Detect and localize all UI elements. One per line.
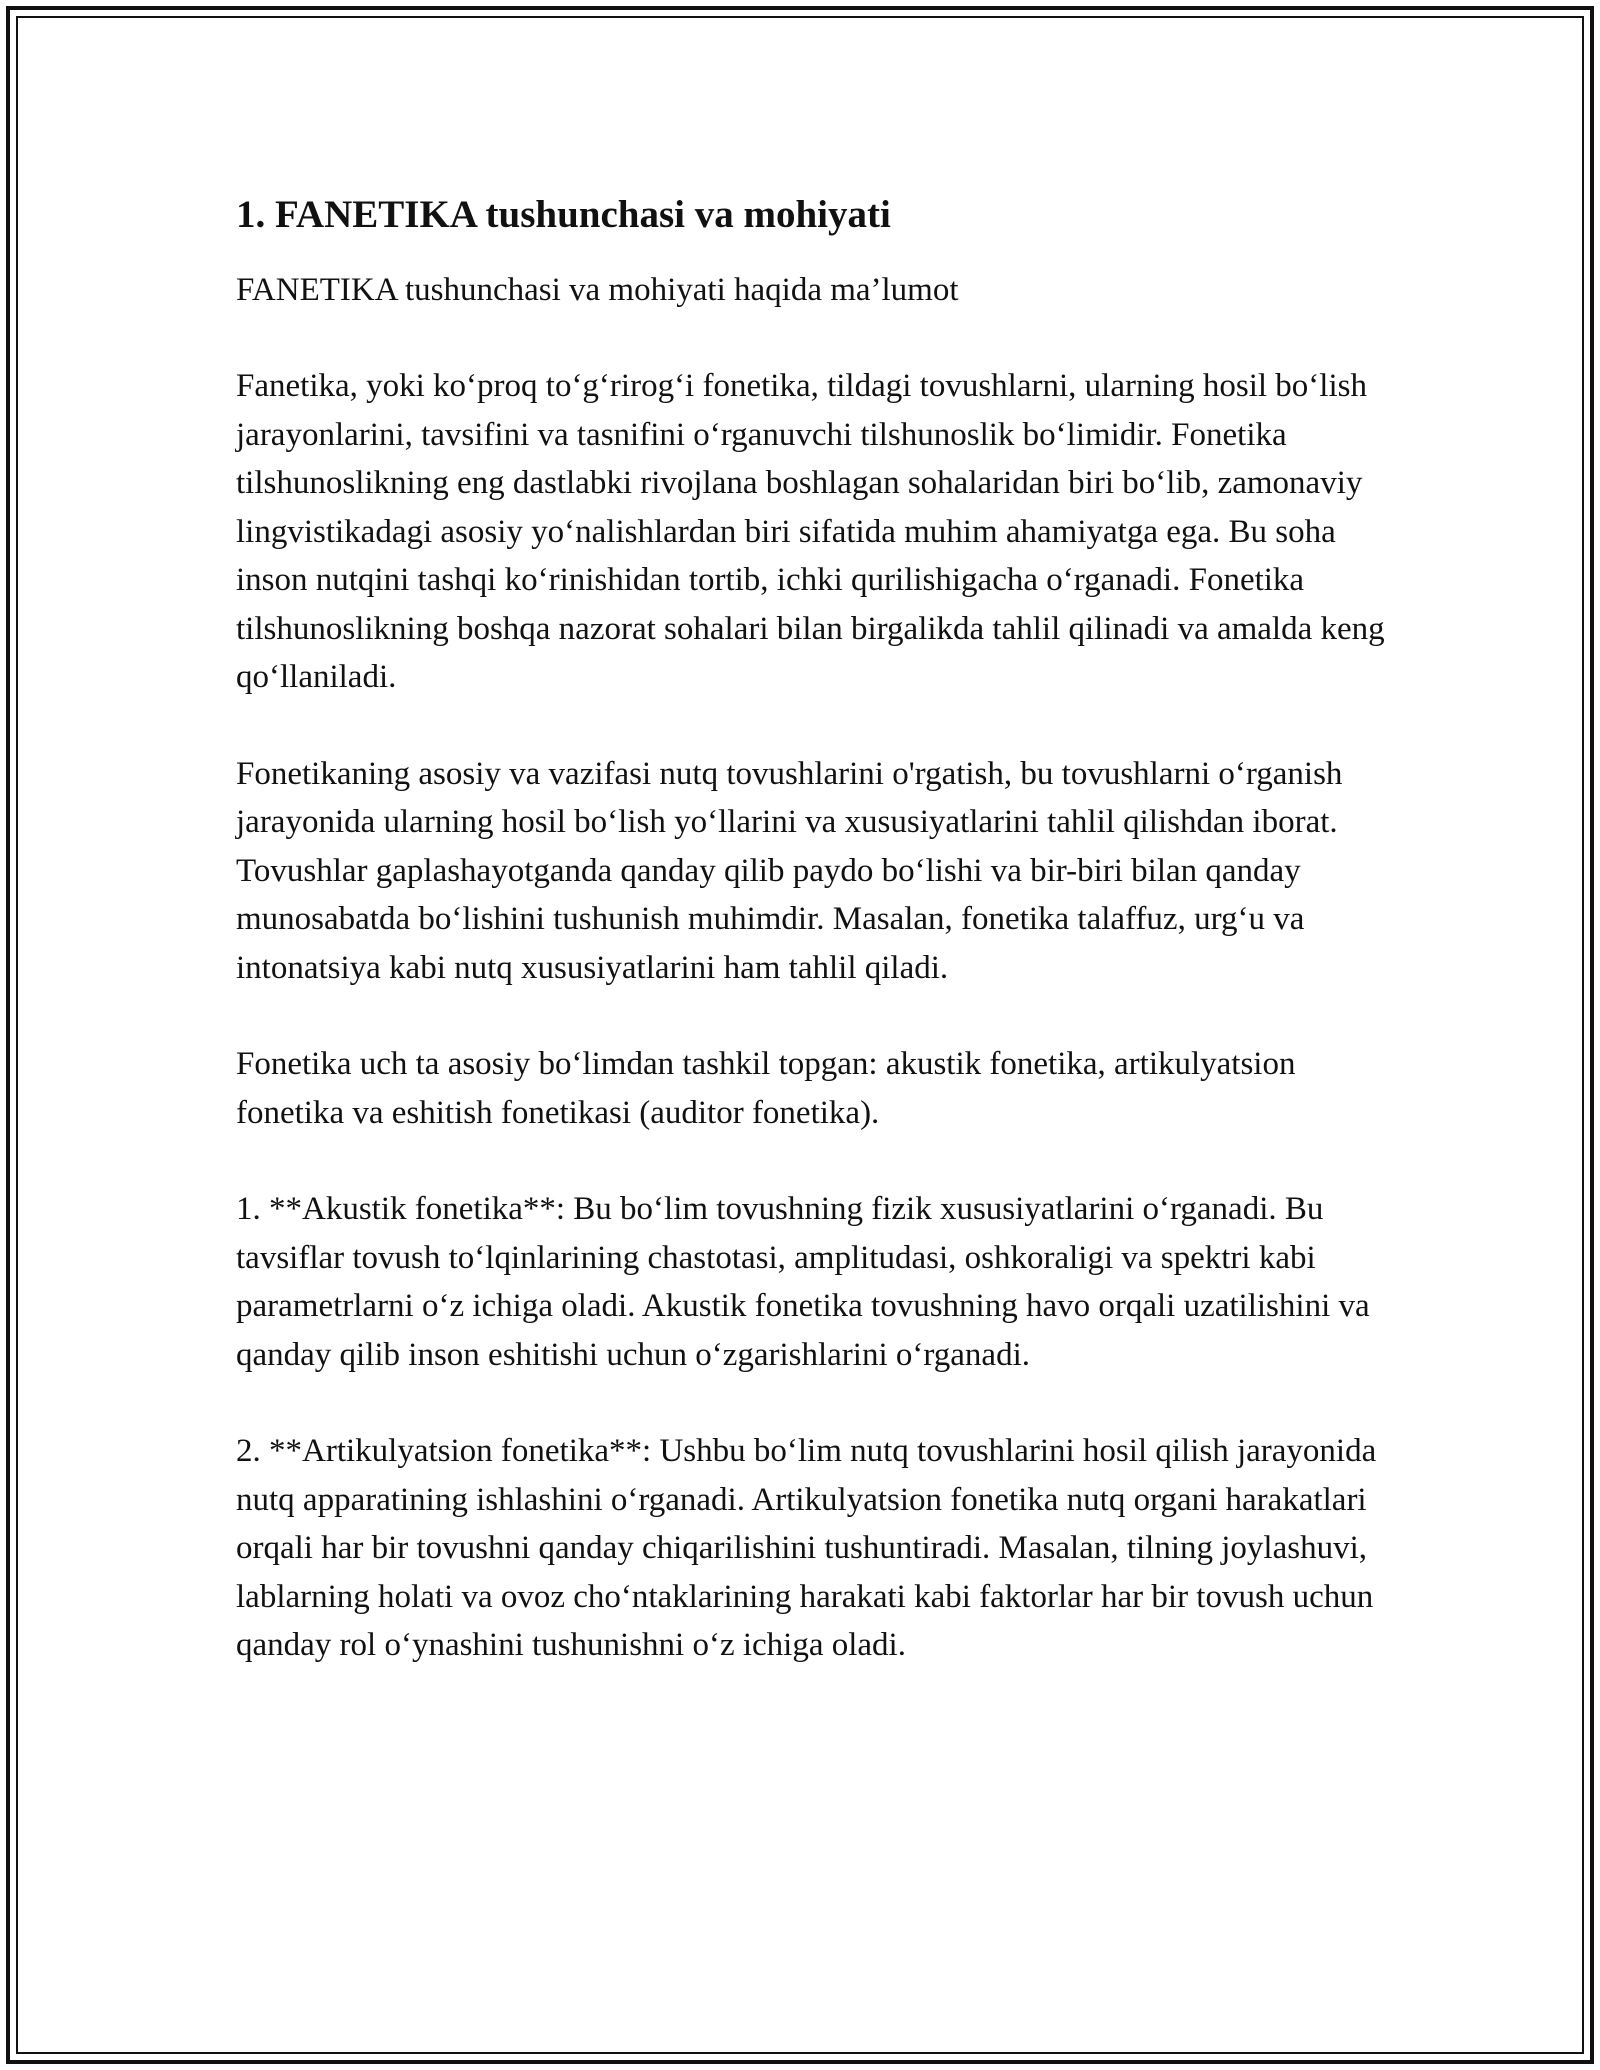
paragraph-purpose: Fonetikaning asosiy va vazifasi nutq tovushlarini o'rgatish, bu tovushlarni o‘rganish jarayonida ularning hosil bo‘lish yo‘llarini va xususiyatlarini tahlil qilishdan iborat. Tovushlar gaplashayotganda qanday qilib paydo bo‘lishi va bir-biri bilan qanday munosabatda bo‘lishini tushunish muhimdir. Masalan, fonetika talaffuz, urg‘u va intonatsiya kabi nutq xususiyatlarini ham tahlil qiladi. — [236, 755, 1343, 986]
paragraph-articulatory: 2. **Artikulyatsion fonetika**: Ushbu bo‘lim nutq tovushlarini hosil qilish jarayonida nutq apparatining ishlashini o‘rganadi. Artikulyatsion fonetika nutq organi harakatlari orqali har bir tovushni qanday chiqarilishini tushuntiradi. Masalan, tilning joylashuvi, lablarning holati va ovoz cho‘ntaklarining harakati kabi faktorlar har bir tovush uchun qanday rol o‘ynashini tushunishni o‘z ichiga oladi. — [236, 1433, 1377, 1663]
paragraph-acoustic: 1. **Akustik fonetika**: Bu bo‘lim tovushning fizik xususiyatlarini o‘rganadi. Bu tavsiflar tovush to‘lqinlarining chastotasi, amplitudasi, oshkoraligi va spektri kabi parametrlarni o‘z ichiga oladi. Akustik fonetika tovushning havo orqali uzatilishini va qanday qilib inson eshitishi uchun o‘zgarishlarini o‘rganadi. — [236, 1191, 1370, 1373]
document-body — [236, 180, 1386, 1670]
document-title: 1. FANETIKA tushunchasi va mohiyati — [236, 193, 891, 236]
paragraph-branches: Fonetika uch ta asosiy bo‘limdan tashkil topgan: akustik fonetika, artikulyatsion fonetika va eshitish fonetikasi (auditor fonetika). — [236, 1046, 1296, 1131]
document-subtitle: FANETIKA tushunchasi va mohiyati haqida ma’lumot — [236, 272, 959, 308]
paragraph-intro: Fanetika, yoki ko‘proq to‘g‘rirog‘i fonetika, tildagi tovushlarni, ularning hosil bo‘lish jarayonlarini, tavsifini va tasnifini o‘rganuvchi tilshunoslik bo‘limidir. Fonetika tilshunoslikning eng dastlabki rivojlana boshlagan sohalaridan biri bo‘lib, zamonaviy lingvistikadagi asosiy yo‘nalishlardan biri sifatida muhim ahamiyatga ega. Bu soha inson nutqini tashqi ko‘rinishidan tortib, ichki qurilishigacha o‘rganadi. Fonetika tilshunoslikning boshqa nazorat sohalari bilan birgalikda tahlil qilinadi va amalda keng qo‘llaniladi. — [236, 368, 1385, 695]
